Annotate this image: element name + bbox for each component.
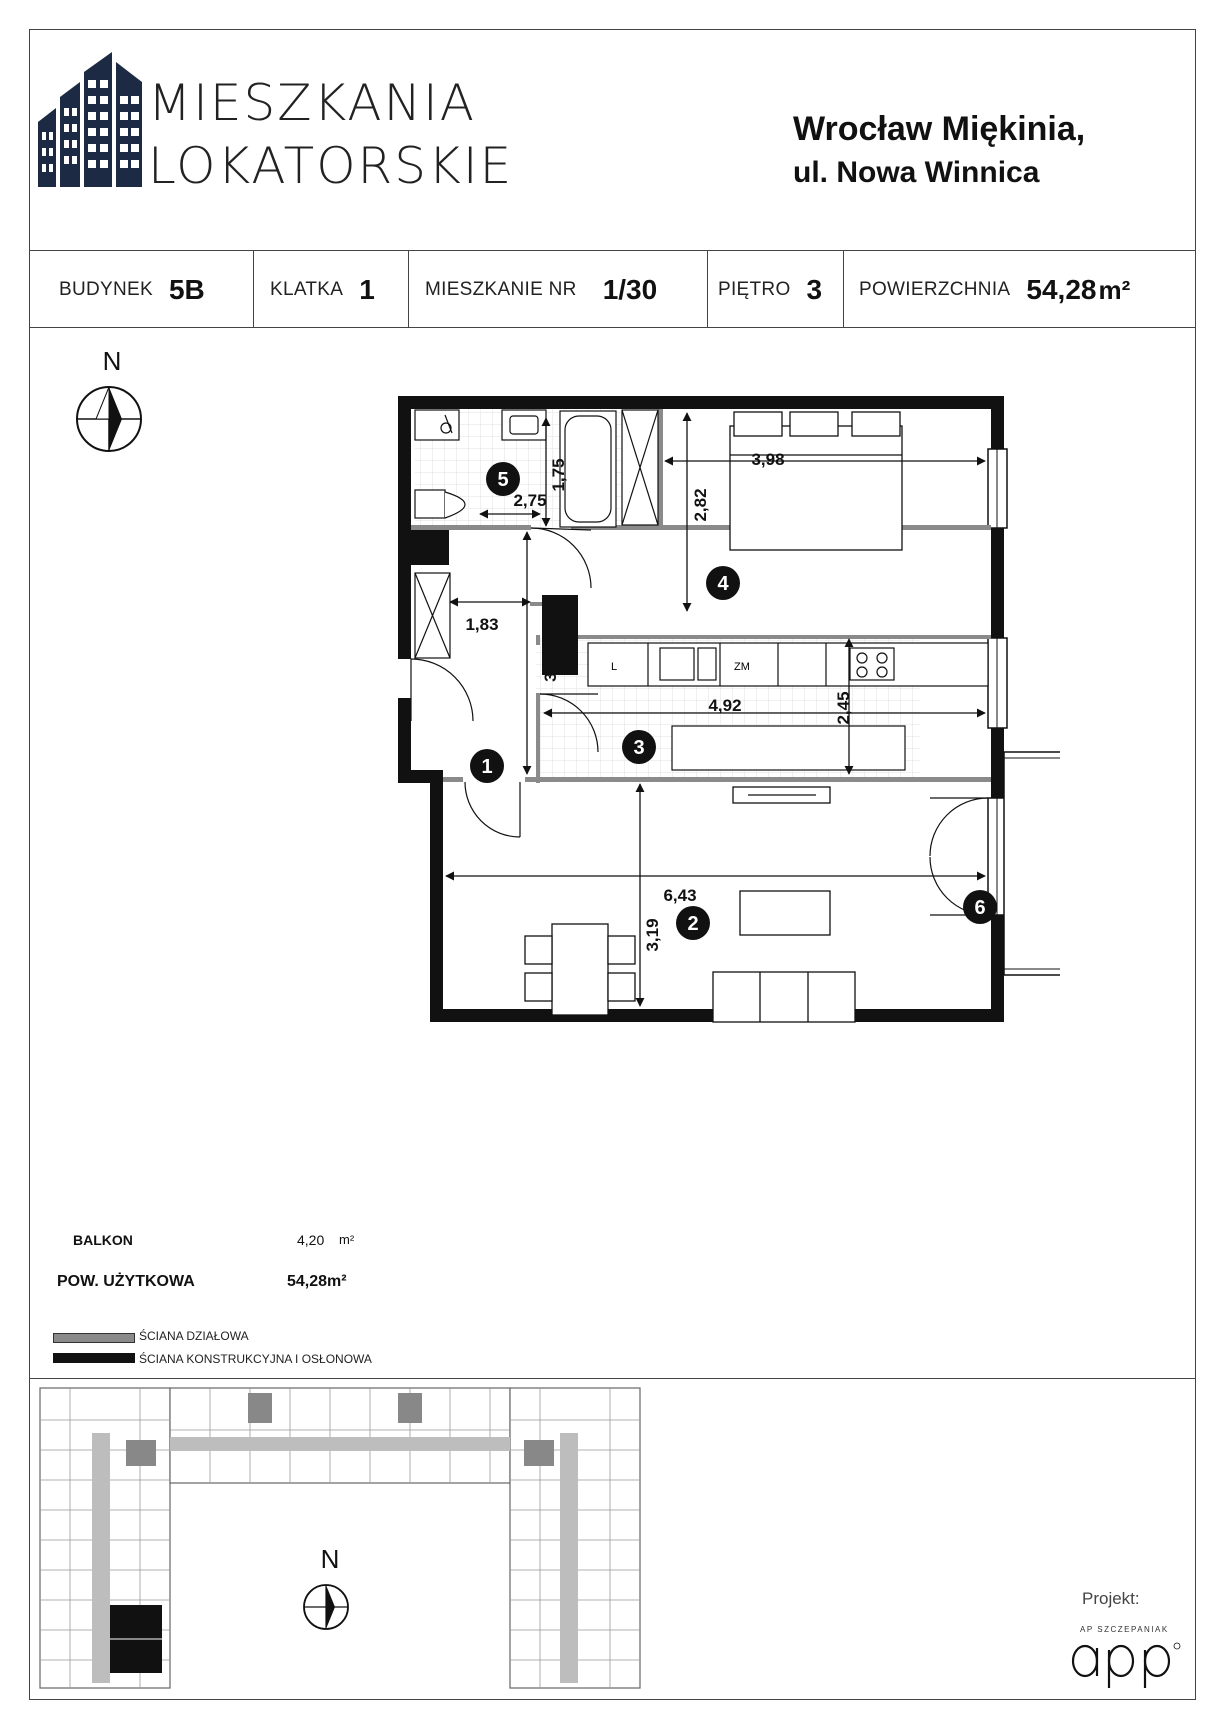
info-cell-divider bbox=[707, 250, 708, 327]
dim-bed-width: 3,98 bbox=[751, 450, 785, 469]
area-label: POWIERZCHNIA bbox=[859, 279, 1011, 300]
dim-hall-width: 1,83 bbox=[465, 615, 499, 634]
info-floor bbox=[718, 272, 822, 308]
site-plan bbox=[30, 1385, 650, 1695]
area-unit: m² bbox=[1098, 274, 1131, 305]
floor-plan bbox=[60, 340, 1060, 1080]
room-3-number: 3 bbox=[633, 737, 645, 759]
north-compass-icon bbox=[77, 346, 141, 451]
info-cell-divider bbox=[253, 250, 254, 327]
room-5-number: 5 bbox=[497, 469, 509, 491]
dim-bed-height: 2,82 bbox=[691, 488, 710, 522]
room-6-number: 6 bbox=[974, 897, 986, 919]
kitchen-label-zm: ZM bbox=[734, 661, 750, 673]
dim-living-width: 6,43 bbox=[663, 886, 697, 905]
dim-bath-width: 2,75 bbox=[513, 491, 547, 510]
kitchen-label-l: L bbox=[611, 661, 618, 673]
info-apartment bbox=[425, 272, 657, 308]
building-label: BUDYNEK bbox=[59, 279, 153, 300]
floor-value: 3 bbox=[806, 274, 823, 305]
dim-hall-height: 3,6 bbox=[541, 658, 560, 682]
floor-label: PIĘTRO bbox=[718, 279, 791, 300]
apartment-label: MIESZKANIE NR bbox=[425, 279, 577, 300]
site-compass-letter: N bbox=[320, 1544, 340, 1574]
architect-name: AP SZCZEPANIAK bbox=[1080, 1625, 1169, 1634]
building-value: 5B bbox=[168, 274, 205, 305]
area-value: 54,28 bbox=[1026, 274, 1097, 305]
stairwell-label: KLATKA bbox=[270, 279, 344, 300]
building-logo-icon bbox=[38, 52, 143, 187]
site-plan-divider bbox=[29, 1378, 1196, 1379]
info-area bbox=[859, 272, 1130, 308]
balcony-unit: m² bbox=[339, 1232, 355, 1247]
balcony-label: BALKON bbox=[73, 1232, 133, 1248]
legend-label-structural: ŚCIANA KONSTRUKCYJNA I OSŁONOWA bbox=[139, 1352, 372, 1366]
project-label: Projekt: bbox=[1082, 1589, 1140, 1608]
info-building bbox=[59, 272, 205, 308]
balcony bbox=[1004, 752, 1060, 975]
location-street: ul. Nowa Winnica bbox=[793, 156, 1040, 189]
balcony-value: 4,20 bbox=[297, 1232, 325, 1248]
room-2-number: 2 bbox=[687, 913, 699, 935]
apartment-value: 1/30 bbox=[602, 274, 658, 305]
info-divider bbox=[29, 327, 1196, 328]
info-stairwell bbox=[270, 272, 375, 308]
stairwell-value: 1 bbox=[359, 274, 375, 305]
dim-kitchen-height: 2,45 bbox=[834, 691, 853, 725]
dim-living-height: 3,19 bbox=[643, 918, 662, 952]
brand-title-line1: MIESZKANIA bbox=[148, 74, 476, 132]
site-north-compass-icon bbox=[304, 1544, 348, 1629]
header-divider bbox=[29, 250, 1196, 251]
info-cell-divider bbox=[408, 250, 409, 327]
architect-logo-icon bbox=[1071, 1640, 1183, 1690]
room-1-number: 1 bbox=[481, 756, 493, 778]
room-4-number: 4 bbox=[717, 573, 729, 595]
usable-area-label: POW. UŻYTKOWA bbox=[57, 1273, 195, 1290]
dim-bath-height: 1,75 bbox=[549, 458, 568, 492]
info-cell-divider bbox=[843, 250, 844, 327]
compass-letter: N bbox=[102, 346, 122, 376]
legend-swatch-partition bbox=[53, 1333, 135, 1343]
legend-swatch-structural bbox=[53, 1353, 135, 1363]
location-city: Wrocław Miękinia, bbox=[793, 110, 1086, 148]
dim-kitchen-width: 4,92 bbox=[708, 696, 742, 715]
brand-title-line2: LOKATORSKIE bbox=[148, 137, 514, 195]
bed bbox=[730, 412, 902, 550]
legend-label-partition: ŚCIANA DZIAŁOWA bbox=[139, 1329, 249, 1343]
usable-area-value: 54,28m² bbox=[287, 1273, 347, 1290]
